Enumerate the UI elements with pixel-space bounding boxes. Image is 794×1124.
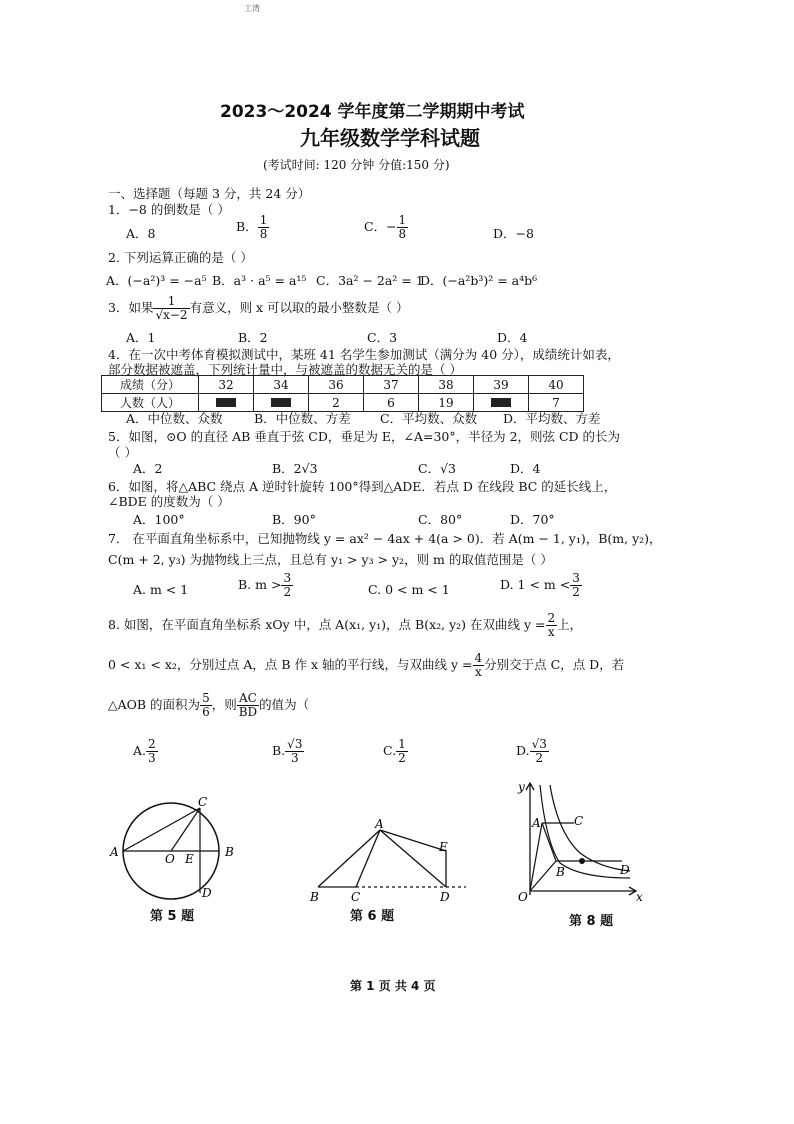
page-footer: 第 1 页 共 4 页	[350, 979, 436, 993]
q4-option-a: A．中位数、众数	[126, 411, 223, 426]
q3-option-c: C．3	[367, 330, 398, 345]
q7-line1: 7． 在平面直角坐标系中，已知抛物线 y = ax² − 4ax + 4(a > 0)．若 A(m − 1, y₁)，B(m, y₂)，	[108, 531, 662, 546]
fig8-caption: 第 8 题	[569, 914, 614, 929]
table-cell: 39	[474, 376, 529, 394]
q3-option-d: D．4	[497, 330, 528, 345]
fig5-label-d: D	[202, 886, 212, 900]
q3-option-b: B．2	[238, 330, 268, 345]
table-cell: 34	[254, 376, 309, 394]
score-table	[101, 375, 584, 412]
q7-option-b: B. m > $\frac{3}{2}$	[238, 571, 292, 599]
table-cell: 37	[364, 376, 419, 394]
q5-line2: （ ）	[108, 445, 137, 460]
exam-info: (考试时间: 120 分钟 分值:150 分)	[263, 158, 450, 172]
subject-title: 九年级数学学科试题	[300, 126, 480, 150]
q6-line2: ∠BDE 的度数为（ ）	[108, 494, 230, 509]
table-cell: 38	[419, 376, 474, 394]
table-cell: 成绩（分）	[102, 376, 199, 394]
q6-option-c: C．80°	[418, 512, 463, 527]
q7-option-d: D. 1 < m < $\frac{3}{2}$	[500, 571, 580, 599]
fig5-label-e: E	[185, 852, 194, 866]
fig8-label-c: C	[574, 814, 584, 828]
fig8-label-o: O	[518, 890, 528, 904]
q1-stem: 1．−8 的倒数是（ ）	[108, 202, 230, 217]
q8-option-a: A. $\frac{2}{3}$	[133, 737, 156, 765]
table-cell: 2	[309, 394, 364, 412]
figure-6	[306, 818, 476, 908]
fig8-label-a: A	[532, 816, 541, 830]
table-cell: 19	[419, 394, 474, 412]
fig5-label-c: C	[198, 795, 208, 809]
q8-line1: 8. 如图，在平面直角坐标系 xOy 中，点 A(x₁, y₁)，点 B(x₂, y₂) 在双曲线 y = $\frac{2}{x}$ 上，	[108, 611, 583, 639]
table-row	[102, 376, 584, 394]
q2-option-a: A．(−a²)³ = −a⁵	[106, 273, 207, 288]
q1-option-d: D．−8	[493, 226, 534, 241]
q8-option-d: D. $\frac{√3}{2}$	[516, 737, 547, 765]
fig6-label-a: A	[375, 818, 384, 831]
q3-option-a: A．1	[126, 330, 156, 345]
fig5-label-o: O	[165, 852, 175, 866]
q2-option-d: D．(−a²b³)² = a⁴b⁶	[420, 273, 538, 288]
q3-stem: 3．如果 $\frac{1}{√x-2}$ 有意义，则 x 可以取的最小整数是（ ）	[108, 294, 409, 322]
fig8-label-d: D	[620, 863, 630, 877]
table-cell: 人数（人）	[102, 394, 199, 412]
figure-5	[104, 795, 249, 905]
fig6-label-c: C	[351, 890, 361, 904]
q4-option-b: B．中位数、方差	[254, 411, 351, 426]
q8-option-b: B. $\frac{√3}{3}$	[272, 737, 303, 765]
q7-option-a: A. m < 1	[133, 582, 189, 597]
q5-option-a: A．2	[133, 461, 163, 476]
q2-option-b: B．a³ · a⁵ = a¹⁵	[212, 273, 307, 288]
q4-option-d: D．平均数、方差	[503, 411, 601, 426]
table-cell: 6	[364, 394, 419, 412]
fig5-label-b: B	[225, 845, 234, 859]
q7-line2: C(m + 2, y₃) 为抛物线上三点，且总有 y₁ > y₃ > y₂，则 m 的取值范围是（ ）	[108, 552, 553, 567]
table-cell: 32	[199, 376, 254, 394]
q2-option-c: C．3a² − 2a² = 1	[316, 273, 424, 288]
fig5-caption: 第 5 题	[150, 909, 195, 924]
fig6-label-e: E	[439, 840, 448, 854]
q5-line1: 5．如图，⊙O 的直径 AB 垂直于弦 CD，垂足为 E，∠A=30°，半径为 2，则弦 CD 的长为	[108, 429, 621, 444]
q4-option-c: C．平均数、众数	[380, 411, 478, 426]
q6-option-a: A．100°	[133, 512, 185, 527]
header-mark: 工湾	[244, 4, 260, 13]
q6-line1: 6．如图，将△ABC 绕点 A 逆时针旋转 100°得到△ADE．若点 D 在线段 BC 的延长线上，	[108, 479, 617, 494]
q6-option-b: B．90°	[272, 512, 316, 527]
q8-line3: △AOB 的面积为 $\frac{5}{6}$ ，则 $\frac{AC}{BD}$ 的值为（	[108, 691, 310, 719]
table-cell: 7	[529, 394, 584, 412]
q1-option-c: C．− $\frac{1}{8}$	[364, 213, 407, 241]
fig8-label-x: x	[636, 890, 643, 904]
q6-option-d: D．70°	[510, 512, 555, 527]
section-heading: 一、选择题（每题 3 分，共 24 分）	[108, 186, 311, 201]
exam-title: 2023～2024 学年度第二学期期中考试	[220, 102, 525, 122]
q1-option-a: A．8	[126, 226, 156, 241]
q8-line2: 0 < x₁ < x₂，分别过点 A，点 B 作 x 轴的平行线，与双曲线 y = $\frac{4}{x}$ 分别交于点 C，点 D，若	[108, 651, 625, 679]
fig6-caption: 第 6 题	[350, 909, 395, 924]
fig8-label-b: B	[556, 865, 565, 879]
q1-option-b: B． $\frac{1}{8}$	[236, 213, 268, 241]
q4-line1: 4．在一次中考体育模拟测试中，某班 41 名学生参加测试（满分为 40 分），成绩统计如表，	[108, 347, 620, 362]
q5-option-b: B．2√3	[272, 461, 318, 476]
figure-8	[510, 773, 650, 908]
table-cell: 36	[309, 376, 364, 394]
fig8-label-y: y	[518, 780, 525, 794]
q8-option-c: C. $\frac{1}{2}$	[383, 737, 406, 765]
table-cell: 40	[529, 376, 584, 394]
q5-option-d: D．4	[510, 461, 541, 476]
q7-option-c: C. 0 < m < 1	[368, 582, 450, 597]
fig6-label-d: D	[440, 890, 450, 904]
fig5-label-a: A	[110, 845, 119, 859]
fig6-label-b: B	[310, 890, 319, 904]
q4-line2: 部分数据被遮盖，下列统计量中，与被遮盖的数据无关的是（ ）	[108, 362, 462, 377]
q5-option-c: C．√3	[418, 461, 456, 476]
q2-stem: 2. 下列运算正确的是（ ）	[108, 250, 253, 265]
